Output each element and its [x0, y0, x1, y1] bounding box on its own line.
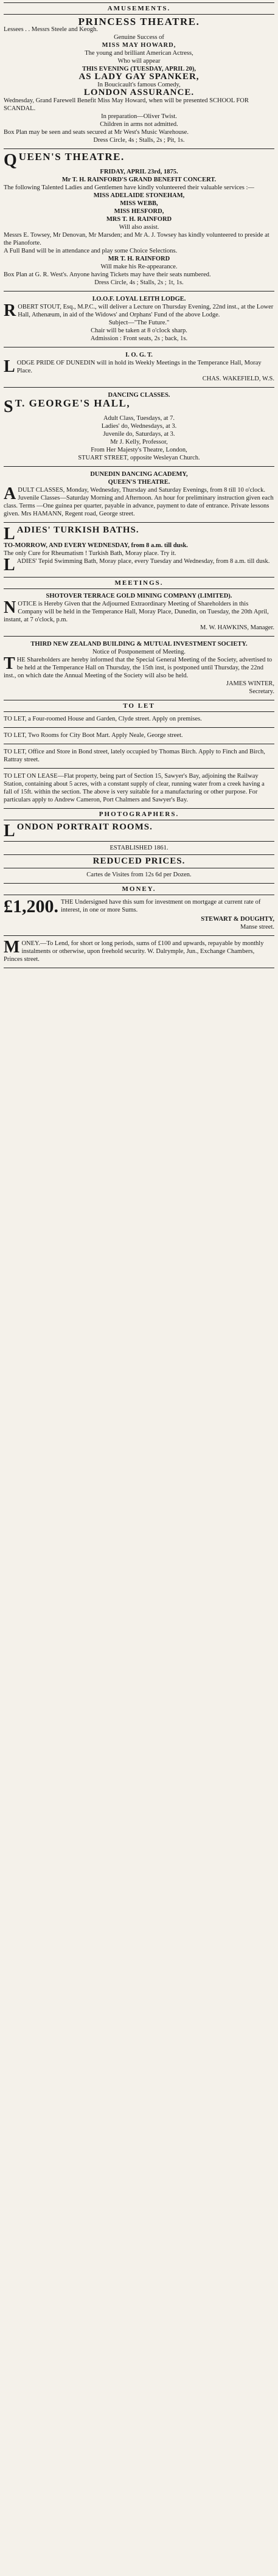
dropcap: L [4, 556, 15, 574]
ad-text: Ladies' do, Wednesdays, at 3. [101, 423, 177, 430]
ad-text: JAMES WINTER, [226, 680, 274, 687]
dropcap: T [4, 654, 15, 673]
ad-text: Adult Class, Tuesdays, at 7. [103, 415, 175, 422]
dropcap: A [4, 484, 16, 503]
ad-text: TO LET, Office and Store in Bond street, lately occupied by Thomas Birch. Apply to Finch and Birch, Rattray street. [4, 749, 265, 763]
ad-money-to-lend [4, 938, 274, 965]
ad-text: THIS EVENING (TUESDAY, APRIL 20), [82, 66, 196, 72]
ad-text: Cartes de Visites from 12s 6d per Dozen. [86, 871, 192, 878]
ad-text: Notice of Postponement of Meeting. [92, 649, 186, 655]
ad-text: CHAS. WAKEFIELD, W.S. [202, 375, 274, 382]
ad-text: Manse street. [240, 924, 274, 930]
ad-text: TO LET, Two Rooms for City Boot Mart. Apply Neale, George street. [4, 732, 183, 739]
divider [4, 387, 274, 388]
amount: £1,200. [4, 896, 58, 916]
ad-text: OTICE is Hereby Given that the Adjourned Extraordinary Meeting of Shareholders in this Company will be held in the Temperance Hall, Moray Place, Dunedin, on Tuesday, the 20th April, instant, at 7 o'clock, p.m. [4, 601, 269, 623]
ad-title: SHOTOVER TERRACE GOLD MINING COMPANY (LIMITED). [46, 593, 232, 599]
ad-text: Will make his Re-appearance. [100, 264, 178, 270]
ad-text: Mr J. Kelly, Professor, [110, 439, 168, 445]
ad-text: A Full Band will be in attendance and play some Choice Selections. [4, 248, 178, 254]
ad-text: Messrs E. Towsey, Mr Denovan, Mr Marsden; and Mr A. J. Towsey has kindly volunteered to preside at the Pianoforte. [4, 232, 269, 246]
ad-text: In preparation—Oliver Twist. [101, 113, 177, 120]
ad-money-1200 [4, 897, 274, 933]
ad-text: Chair will be taken at 8 o'clock sharp. [91, 327, 187, 334]
ad-text: Who will appear [117, 58, 161, 65]
ad-shotover-mining [4, 591, 274, 634]
ad-text: LONDON ASSURANCE. [83, 88, 195, 97]
ad-title: I.O.O.F. LOYAL LEITH LODGE. [92, 296, 186, 302]
ad-text: Box Plan at G. R. West's. Anyone having Tickets may have their seats numbered. [4, 271, 211, 278]
ad-iogt [4, 350, 274, 385]
ad-text: ADIES' Tepid Swimming Bath, Moray place, every Tuesday and Wednesday, from 8 a.m. till dusk. [16, 558, 270, 565]
ad-subtitle: QUEEN'S THEATRE. [108, 479, 170, 486]
ad-text: DULT CLASSES, Monday, Wednesday, Thursday and Saturday Evenings, from 8 till 10 o'clock. Juvenile Classes—Saturday Morning and Afternoon. An hour for preliminary instruction given each class. Terms —One guinea per quarter, payable in advance, payment to date of entrance. Private lessons given. Mrs HAMANN, Regent road, George street. [4, 487, 274, 517]
ad-text: ESTABLISHED 1861. [109, 845, 169, 851]
ad-london-portrait-rooms [4, 822, 274, 881]
ad-building-society [4, 639, 274, 697]
ad-text: Dress Circle, 4s ; Stalls, 2s ; 1t, 1s. [94, 279, 184, 286]
ad-text: MISS WEBB, [120, 200, 158, 207]
ad-text: ONEY.—To Lend, for short or long periods, sums of £100 and upwards, repayable by monthly instalments or otherwise, upon freehold security. W. Dalrymple, Jun., Exchange Chambers, Princes street. [4, 940, 264, 963]
dropcap: Q [4, 151, 17, 170]
ad-title: DUNEDIN DANCING ACADEMY, [90, 471, 188, 478]
ad-text: AS LADY GAY SPANKER, [78, 72, 200, 82]
divider [4, 466, 274, 467]
ad-text: From Her Majesty's Theatre, London, [91, 447, 187, 453]
ad-text: TO LET ON LEASE—Flat property, being part of Section 15, Sawyer's Bay, adjoining the Railway Station, containing about 5 acres, with a constant supply of clear, running water from a creek having a fall of 15ft. within the section. The above is very suitable for a manufacturing or other purpose. For particulars apply to Andrew Cameron, Port Chalmers and Sawyer's Bay. [4, 773, 265, 803]
dropcap: L [4, 822, 15, 840]
ad-queens-theatre [4, 152, 274, 288]
ad-text: M. W. HAWKINS, Manager. [200, 624, 274, 631]
ad-title: THIRD NEW ZEALAND BUILDING & MUTUAL INVESTMENT SOCIETY. [30, 641, 248, 647]
ad-dancing-classes [4, 390, 274, 464]
divider [4, 148, 274, 149]
ad-text: T. GEORGE'S HALL, [15, 397, 131, 409]
dropcap: L [4, 525, 15, 543]
dropcap: S [4, 397, 13, 416]
ad-text: The only Cure for Rheumatism ! Turkish Bath, Moray place. Try it. [4, 550, 176, 557]
ad-text: TO-MORROW, AND EVERY WEDNESDAY, from 8 a.m. till dusk. [4, 542, 188, 549]
divider [4, 636, 274, 637]
dropcap: R [4, 301, 16, 320]
ad-text: MISS ADELAIDE STONEHAM, [93, 192, 185, 199]
ad-title: I. O. G. T. [125, 352, 153, 358]
ad-text: OBERT STOUT, Esq., M.P.C., will deliver a Lecture on Thursday Evening, 22nd inst., at the Lower Hall, Athenæum, in aid of the Widows' and Orphans' Fund of the above Lodge. [18, 304, 274, 318]
ad-text: Will also assist. [119, 224, 159, 231]
divider [4, 841, 274, 842]
divider [4, 768, 274, 769]
ad-title: UEEN'S THEATRE. [18, 151, 125, 162]
dropcap: L [4, 357, 15, 376]
section-heading-amusements: AMUSEMENTS. [4, 2, 274, 15]
section-heading-photographers: PHOTOGRAPHERS. [4, 808, 274, 820]
ad-text: TO LET, a Four-roomed House and Garden, Clyde street. Apply on premises. [4, 716, 202, 722]
divider [4, 854, 274, 855]
divider [4, 935, 274, 936]
ad-text: Dress Circle, 4s ; Stalls, 2s ; Pit, 1s. [93, 137, 185, 144]
ad-text: Subject—"The Future." [108, 319, 170, 326]
ad-text: MISS HESFORD, [114, 208, 164, 215]
ad-text: Lessees . . Messrs Steele and Keogh. [4, 26, 98, 33]
ad-to-let-2 [4, 730, 274, 741]
ad-title: DANCING CLASSES. [108, 392, 170, 399]
ad-text: The young and brilliant American Actress, [85, 50, 193, 57]
ad-text: Secretary. [249, 688, 274, 695]
ad-text: ODGE PRIDE OF DUNEDIN will in hold its Weekly Meetings in the Temperance Hall, Moray Place. [16, 360, 262, 374]
ad-title: PRINCESS THEATRE. [78, 16, 200, 27]
ad-title: ADIES' TURKISH BATHS. [16, 525, 139, 535]
ad-text: Wednesday, Grand Farewell Benefit Miss May Howard, when will be presented SCHOOL FOR SCANDAL. [4, 97, 249, 112]
ad-text: FRIDAY, APRIL 23rd, 1875. [100, 169, 178, 175]
section-heading-to-let: TO LET [4, 700, 274, 712]
dropcap: M [4, 938, 20, 957]
ad-dancing-academy [4, 469, 274, 520]
ad-text: Genuine Success of [114, 34, 164, 41]
divider [4, 522, 274, 523]
ad-text: Box Plan may be seen and seats secured at Mr West's Music Warehouse. [4, 129, 189, 136]
ad-text: THE Undersigned have this sum for investment on mortgage at current rate of interest, in one or more Sums. [61, 899, 261, 913]
section-heading-money: MONEY. [4, 883, 274, 895]
ad-to-let-1 [4, 714, 274, 725]
dropcap: N [4, 598, 16, 617]
ad-text: MRS T. H. RAINFORD [106, 216, 172, 223]
ad-princess-theatre [4, 16, 274, 146]
ad-text: STUART STREET, opposite Wesleyan Church. [78, 455, 200, 461]
ad-text: In Boucicault's famous Comedy, [97, 82, 181, 88]
section-heading-meetings: MEETINGS. [4, 577, 274, 589]
ad-iool-lodge [4, 294, 274, 344]
ad-text: HE Shareholders are hereby informed that the Special General Meeting of the Society, advertised to be held at the Temperance Hall on Thursday, the 15th inst, is postponed until Thursday, the 22nd inst., on which date the Annual Meeting of the Society will also be held. [4, 657, 273, 679]
ad-to-let-4 [4, 771, 274, 806]
divider [4, 727, 274, 728]
ad-text: Mr T. H. RAINFORD'S GRAND BENEFIT CONCERT. [61, 176, 217, 183]
ad-to-let-3 [4, 747, 274, 766]
ad-turkish-baths [4, 525, 274, 574]
ad-text: STEWART & DOUGHTY, [201, 916, 274, 923]
ad-text: Admission : Front seats, 2s ; back, 1s. [90, 335, 188, 342]
ad-text: Children in arms not admitted. [100, 121, 178, 128]
ad-text: REDUCED PRICES. [92, 856, 186, 866]
ad-text: MR T. H. RAINFORD [108, 256, 170, 262]
ad-text: MISS MAY HOWARD, [102, 42, 176, 49]
ad-title: ONDON PORTRAIT ROOMS. [16, 822, 153, 832]
ad-text: Juvenile do, Saturdays, at 3. [103, 431, 175, 438]
ad-text: The following Talented Ladies and Gentlemen have kindly volunteered their valuable services :— [4, 184, 254, 191]
